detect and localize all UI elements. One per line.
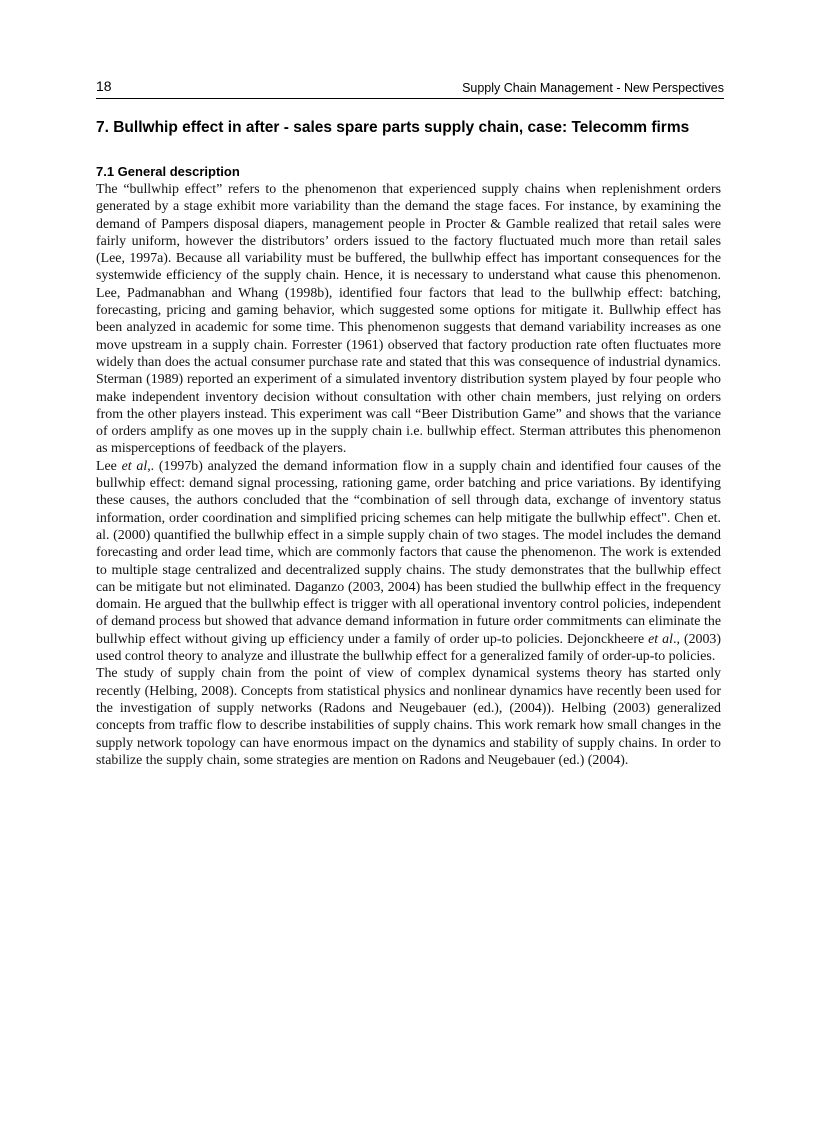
section-title: 7. Bullwhip effect in after - sales spare parts supply chain, case: Telecomm firms [96, 119, 690, 136]
paragraph-2-italic-a: et al [121, 458, 148, 474]
running-title: Supply Chain Management - New Perspectives [462, 81, 724, 95]
paragraph-2-text-b: ,. (1997b) analyzed the demand information flow in a supply chain and identified four causes of the bullwhip effect: demand signal processing, rationing game, order batching and price variations. By identifying these causes, the authors concluded that the “combination of sell through data, exchange of inventory status information, order coordination and simplified pricing schemes can help mitigate the bullwhip effect". Chen et. al. (2000) quantified the bullwhip effect in a simple supply chain of two stages. The model includes the demand forecasting and order lead time, which are commonly factors that cause the phenomenon. The work is extended to multiple stage centralized and decentralized supply chains. The study demonstrates that the bullwhip effect can be mitigate but not eliminated. Daganzo (2003, 2004) has been studied the bullwhip effect in the frequency domain. He argued that the bullwhip effect is trigger with all operational inventory control policies, independent of demand process but showed that advance demand information in future order commitments can eliminate the bullwhip effect without giving up efficiency under a family of order up-to policies. Dejonckheere [96, 458, 721, 647]
paragraph-2-text-c: ., (2003) used control theory to analyze and illustrate the bullwhip effect for a generalized family of order-up-to policies. [96, 631, 721, 665]
paragraph-2-text-a: Lee [96, 458, 122, 474]
paragraph-1: The “bullwhip effect” refers to the phenomenon that experienced supply chains when replenishment orders generated by a stage exhibit more variability than the demand the stage faces. For instance, by examining the demand of Pampers disposal diapers, management people in Procter & Gamble realized that retail sales were fairly uniform, however the distributors’ orders issued to the factory fluctuated much more than retail sales (Lee, 1997a). Because all variability must be buffered, the bullwhip effect has important consequences for the systemwide efficiency of the supply chain. Hence, it is necessary to understand what cause this phenomenon. Lee, Padmanabhan and Whang (1998b), identified four factors that lead to the bullwhip effect: batching, forecasting, pricing and gaming behavior, which suggested some options for mitigate it. Bullwhip effect has been analyzed in academic for some time. This phenomenon suggests that demand variability increases as one move upstream in a supply chain. Forrester (1961) observed that factory production rate often fluctuates more widely than does the actual consumer purchase rate and stated that this was consequence of industrial dynamics. Sterman (1989) reported an experiment of a simulated inventory distribution system played by four people who make independent inventory decision without consultation with other chain members, just relying on orders from the other players instead. This experiment was call “Beer Distribution Game” and shows that the variance of orders amplify as one moves up in the supply chain i.e. bullwhip effect. Sterman attributes this phenomenon as misperceptions of feedback of the players. [96, 182, 721, 457]
page-number: 18 [96, 78, 112, 94]
page-header [96, 78, 724, 99]
paragraph-2 [96, 458, 721, 666]
subsection-title: 7.1 General description [96, 164, 240, 179]
paragraph-2-italic-b: et al [648, 631, 673, 647]
body-text [96, 181, 721, 769]
paragraph-3: The study of supply chain from the point of view of complex dynamical systems theory has started only recently (Helbing, 2008). Concepts from statistical physics and nonlinear dynamics have recently been used for the investigation of supply networks (Radons and Neugebauer (ed.), (2004)). Helbing (2003) generalized concepts from traffic flow to describe instabilities of supply chains. This work remark how small changes in the supply network topology can have enormous impact on the dynamics and stability of supply chains. In order to stabilize the supply chain, some strategies are mention on Radons and Neugebauer (ed.) (2004). [96, 666, 721, 768]
